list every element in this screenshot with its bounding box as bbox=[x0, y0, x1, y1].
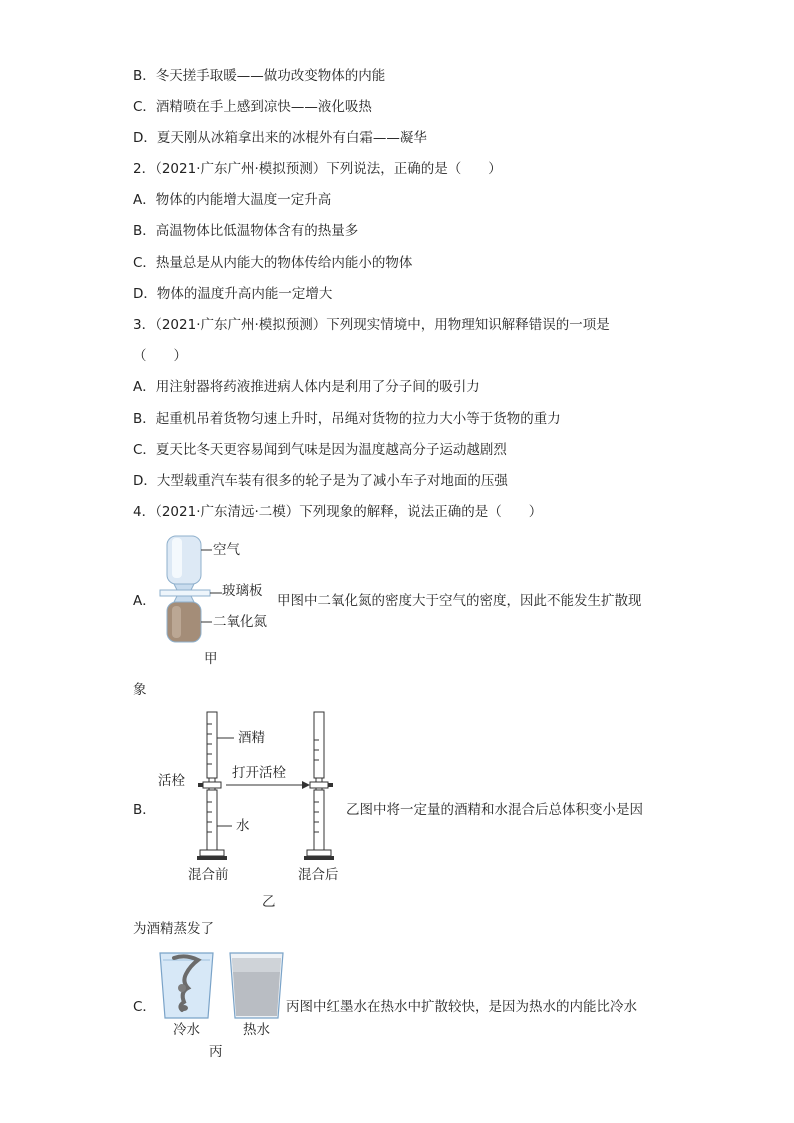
q3-answer-paren: （ ） bbox=[133, 348, 187, 364]
q3-option-d: D．大型载重汽车装有很多的轮子是为了减小车子对地面的压强 bbox=[133, 473, 508, 489]
label-open-valve: 打开活栓 bbox=[232, 765, 286, 781]
label-no2: 二氧化氮 bbox=[213, 614, 267, 630]
alcohol-water-mixing-figure bbox=[190, 710, 340, 870]
label-cold-water: 冷水 bbox=[173, 1022, 200, 1038]
label-alcohol: 酒精 bbox=[238, 730, 265, 746]
label-glass-plate: 玻璃板 bbox=[222, 583, 263, 599]
q2-option-b: B．高温物体比低温物体含有的热量多 bbox=[133, 223, 359, 239]
q4-option-b-text: 乙图中将一定量的酒精和水混合后总体积变小是因 bbox=[346, 802, 643, 818]
q4-stem: 4．（2021·广东清远·二模）下列现象的解释，说法正确的是（ ） bbox=[133, 504, 543, 520]
label-air: 空气 bbox=[213, 542, 240, 558]
label-hot-water: 热水 bbox=[243, 1022, 270, 1038]
q2-option-a: A．物体的内能增大温度一定升高 bbox=[133, 192, 332, 208]
q2-stem: 2．（2021·广东广州·模拟预测）下列说法，正确的是（ ） bbox=[133, 161, 502, 177]
q1-option-b: B．冬天搓手取暖——做功改变物体的内能 bbox=[133, 68, 386, 84]
q3-option-b: B．起重机吊着货物匀速上升时，吊绳对货物的拉力大小等于货物的重力 bbox=[133, 411, 561, 427]
q3-option-a: A．用注射器将药液推进病人体内是利用了分子间的吸引力 bbox=[133, 379, 480, 395]
q3-stem: 3．（2021·广东广州·模拟预测）下列现实情境中，用物理知识解释错误的一项是 bbox=[133, 317, 610, 333]
q1-option-d: D．夏天刚从冰箱拿出来的冰棍外有白霜——凝华 bbox=[133, 130, 427, 146]
q2-option-d: D．物体的温度升高内能一定增大 bbox=[133, 286, 333, 302]
q1-option-c: C．酒精喷在手上感到凉快——液化吸热 bbox=[133, 99, 372, 115]
figure-caption-yi: 乙 bbox=[262, 894, 276, 910]
q4-option-b-letter: B． bbox=[133, 802, 156, 818]
q4-option-c-text: 丙图中红墨水在热水中扩散较快，是因为热水的内能比冷水 bbox=[286, 999, 637, 1015]
q4-option-a-text: 甲图中二氧化氮的密度大于空气的密度，因此不能发生扩散现 bbox=[277, 593, 642, 609]
figure-caption-bing: 丙 bbox=[209, 1044, 223, 1060]
label-after-mixing: 混合后 bbox=[298, 867, 339, 883]
q4-option-c-letter: C． bbox=[133, 999, 156, 1015]
q3-option-c: C．夏天比冬天更容易闻到气味是因为温度越高分子运动越剧烈 bbox=[133, 442, 507, 458]
q4-option-b-continued: 为酒精蒸发了 bbox=[133, 921, 214, 937]
label-valve: 活栓 bbox=[158, 773, 185, 789]
q4-option-a-letter: A． bbox=[133, 593, 156, 609]
q2-option-c: C．热量总是从内能大的物体传给内能小的物体 bbox=[133, 255, 413, 271]
label-water: 水 bbox=[236, 818, 250, 834]
ink-diffusion-beakers-figure bbox=[160, 952, 290, 1022]
label-before-mixing: 混合前 bbox=[188, 867, 229, 883]
figure-caption-jia: 甲 bbox=[204, 651, 218, 667]
q4-option-a-continued: 象 bbox=[133, 682, 147, 698]
